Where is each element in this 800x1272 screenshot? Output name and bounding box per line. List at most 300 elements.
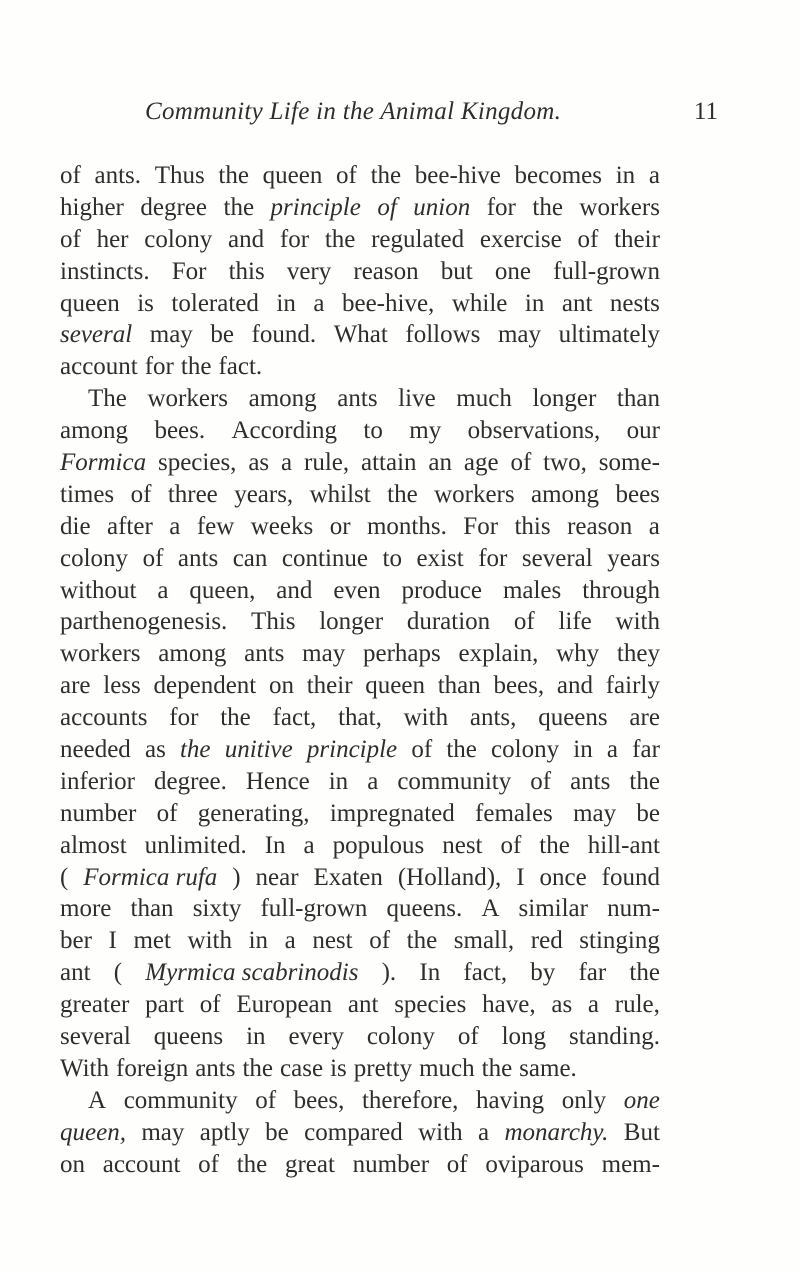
- word: small,: [453, 927, 515, 955]
- text-line: [60, 830, 660, 862]
- word: in: [615, 162, 636, 189]
- word: is: [330, 1054, 347, 1082]
- word: near: [255, 863, 299, 891]
- word: live: [398, 385, 436, 413]
- word: the: [539, 831, 570, 859]
- word: Thus: [154, 162, 205, 189]
- word: (: [60, 863, 69, 891]
- word: far: [578, 959, 607, 987]
- word: few: [196, 512, 235, 540]
- word: reason: [567, 512, 633, 540]
- word: the: [236, 1150, 268, 1178]
- word: her: [96, 225, 129, 253]
- word: queen,: [189, 576, 256, 604]
- text-line: [60, 638, 660, 670]
- word: the: [481, 1054, 513, 1082]
- word: ant: [60, 959, 91, 987]
- word: in: [248, 927, 269, 955]
- word: This: [251, 608, 296, 636]
- word: for: [279, 225, 310, 253]
- text-line: [60, 893, 660, 925]
- italic-word: principle: [270, 193, 361, 221]
- word: foreign: [116, 1054, 189, 1082]
- word: much: [419, 1054, 475, 1082]
- word: of: [369, 927, 391, 955]
- word: part: [145, 991, 185, 1019]
- word: be: [265, 1118, 289, 1146]
- word: queens: [153, 1023, 224, 1051]
- text-line: [60, 606, 660, 638]
- word: life: [558, 608, 592, 636]
- word: accounts: [60, 704, 148, 732]
- word: the: [180, 353, 212, 381]
- word: therefore,: [361, 1086, 459, 1114]
- word: even: [333, 576, 381, 604]
- word: every: [288, 1023, 344, 1051]
- word: The: [88, 385, 127, 413]
- word: very: [286, 257, 332, 285]
- word: with: [418, 1118, 463, 1146]
- word: as: [248, 449, 270, 477]
- word: inferior: [60, 767, 135, 795]
- word: Exaten: [313, 863, 383, 891]
- word: of: [198, 1150, 219, 1178]
- word: are: [629, 704, 660, 732]
- word: degree: [140, 193, 207, 221]
- text-line: [60, 351, 660, 383]
- word: the: [370, 162, 402, 189]
- word: nest: [312, 927, 353, 955]
- word: fact.: [218, 353, 263, 381]
- word: a: [303, 831, 315, 859]
- word: nests: [609, 289, 660, 317]
- word: the: [629, 767, 660, 795]
- word: With: [60, 1054, 109, 1082]
- word: of: [130, 480, 152, 508]
- word: rule,: [304, 449, 350, 477]
- word: mem-: [601, 1150, 660, 1178]
- word: whilst: [309, 480, 371, 508]
- word: of: [457, 1023, 479, 1051]
- word: may: [141, 1118, 185, 1146]
- word: exist: [416, 544, 464, 572]
- word: bees,: [493, 672, 545, 700]
- word: longer: [319, 608, 384, 636]
- word: same.: [519, 1054, 577, 1082]
- word: great: [284, 1150, 335, 1178]
- word: on: [60, 1150, 85, 1178]
- word: community: [123, 1086, 238, 1114]
- word: the: [220, 704, 251, 732]
- word: than: [437, 672, 481, 700]
- word: full-grown: [260, 895, 368, 923]
- text-line: [60, 543, 660, 575]
- word: tolerated: [171, 289, 259, 317]
- text-line: [60, 319, 660, 351]
- text-line: [60, 383, 660, 415]
- word: two,: [543, 449, 587, 477]
- word: after: [107, 512, 153, 540]
- word: in: [524, 289, 545, 317]
- word: number: [352, 1150, 430, 1178]
- word: on: [268, 672, 294, 700]
- word: a: [169, 512, 181, 540]
- word: to: [382, 544, 402, 572]
- text-line: [60, 224, 660, 256]
- text-line: [60, 288, 660, 320]
- word: populous: [332, 831, 425, 859]
- word: generating,: [197, 799, 310, 827]
- italic-word: Formica: [60, 449, 147, 477]
- page-header: [60, 98, 740, 138]
- word: queen: [262, 162, 323, 189]
- page-number: 11: [693, 98, 718, 125]
- word: stinging: [579, 927, 660, 955]
- word: may: [302, 640, 346, 668]
- word: age: [463, 449, 499, 477]
- word: the: [324, 225, 356, 253]
- word: of: [142, 544, 164, 572]
- word: (Holland),: [397, 863, 502, 891]
- word: For: [463, 512, 499, 540]
- word: and: [228, 225, 265, 253]
- word: attain: [361, 449, 417, 477]
- word: of: [255, 1086, 277, 1114]
- word: duration: [406, 608, 491, 636]
- word: A: [88, 1086, 107, 1114]
- word: bees: [615, 480, 660, 508]
- word: degree.: [153, 767, 227, 795]
- text-line: [60, 575, 660, 607]
- word: workers: [60, 640, 141, 668]
- word: higher: [60, 193, 124, 221]
- word: needed: [60, 736, 131, 764]
- word: in: [276, 289, 296, 317]
- word: queens.: [386, 895, 463, 923]
- word: long: [501, 1023, 547, 1051]
- word: are: [60, 672, 91, 700]
- italic-word: several: [60, 321, 133, 349]
- word: met: [133, 927, 171, 955]
- word: while: [451, 289, 508, 317]
- italic-word: principle: [306, 736, 398, 764]
- word: account: [102, 1150, 181, 1178]
- word: similar: [518, 895, 588, 923]
- word: becomes: [514, 162, 603, 189]
- word: in: [573, 736, 593, 764]
- word: males: [502, 576, 562, 604]
- word: workers: [579, 193, 660, 221]
- text-line: [60, 1085, 660, 1117]
- word: the: [223, 193, 255, 221]
- word: aptly: [199, 1118, 250, 1146]
- word: impregnated: [329, 799, 455, 827]
- word: the: [629, 959, 660, 987]
- word: red: [530, 927, 563, 955]
- word: less: [103, 672, 141, 700]
- word: the: [218, 162, 249, 189]
- text-line: [60, 957, 660, 989]
- text-line: [60, 1053, 660, 1085]
- word: the: [446, 736, 477, 764]
- text-line: [60, 1117, 660, 1149]
- word: than: [616, 385, 660, 413]
- word: hill-ant: [587, 831, 660, 859]
- word: ants: [195, 1054, 236, 1082]
- text-line: [60, 447, 660, 479]
- word: parthenogenesis.: [60, 608, 228, 636]
- word: our: [626, 417, 660, 445]
- word: for: [486, 193, 516, 221]
- word: the: [387, 480, 418, 508]
- italic-word: Myrmica scabrinodis: [145, 959, 359, 987]
- word: bee-hive: [414, 162, 501, 189]
- word: more: [60, 895, 112, 923]
- text-line: [60, 160, 660, 192]
- italic-word: Formica rufa: [83, 863, 218, 891]
- word: of: [530, 767, 552, 795]
- word: times: [60, 480, 115, 508]
- word: ants: [177, 544, 219, 572]
- word: Hence: [245, 767, 310, 795]
- word: for: [169, 704, 199, 732]
- word: But: [623, 1118, 660, 1146]
- word: perhaps: [362, 640, 441, 668]
- word: in: [328, 767, 349, 795]
- word: For: [171, 257, 207, 285]
- word: observations,: [467, 417, 601, 445]
- word: num-: [607, 895, 660, 923]
- word: in: [246, 1023, 266, 1051]
- word: die: [60, 512, 91, 540]
- word: with: [615, 608, 660, 636]
- word: ants: [570, 767, 611, 795]
- word: much: [456, 385, 512, 413]
- word: among: [60, 417, 129, 445]
- word: to: [363, 417, 383, 445]
- text-line: [60, 1149, 660, 1181]
- word: ants: [244, 640, 285, 668]
- word: ultimately: [558, 321, 660, 349]
- word: species,: [157, 449, 237, 477]
- word: explain,: [458, 640, 539, 668]
- word: In: [419, 959, 441, 987]
- word: and: [556, 672, 593, 700]
- word: fairly: [605, 672, 660, 700]
- text-line: [60, 925, 660, 957]
- word: may: [573, 799, 617, 827]
- word: ).: [381, 959, 397, 987]
- word: queen: [60, 289, 120, 317]
- word: unlimited.: [144, 831, 247, 859]
- word: their: [614, 225, 660, 253]
- word: a: [648, 512, 660, 540]
- text-line: [60, 1021, 660, 1053]
- word: a: [367, 767, 379, 795]
- word: full-grown: [553, 257, 660, 285]
- word: for: [478, 544, 508, 572]
- italic-word: one: [623, 1086, 660, 1114]
- word: far: [632, 736, 660, 764]
- word: this: [514, 512, 551, 540]
- word: found: [601, 863, 660, 891]
- word: regulated: [371, 225, 465, 253]
- word: of: [513, 608, 535, 636]
- word: one: [494, 257, 531, 285]
- word: can: [232, 544, 268, 572]
- word: queens: [538, 704, 608, 732]
- text-line: [60, 511, 660, 543]
- word: greater: [60, 991, 130, 1019]
- word: without: [60, 576, 137, 604]
- word: of: [500, 831, 522, 859]
- word: be: [636, 799, 660, 827]
- word: In: [264, 831, 286, 859]
- word: among: [248, 385, 317, 413]
- text-line: [60, 415, 660, 447]
- word: having: [476, 1086, 545, 1114]
- word: three: [167, 480, 218, 508]
- word: instincts.: [60, 257, 150, 285]
- italic-word: union: [413, 193, 471, 221]
- word: compared: [304, 1118, 403, 1146]
- italic-word: queen,: [60, 1118, 126, 1146]
- word: that,: [338, 704, 382, 732]
- word: community: [397, 767, 512, 795]
- word: oviparous: [485, 1150, 584, 1178]
- word: reason: [353, 257, 419, 285]
- word: workers: [434, 480, 515, 508]
- word: bee-hive,: [341, 289, 435, 317]
- word: nest: [442, 831, 483, 859]
- word: colony: [60, 544, 129, 572]
- word: case: [280, 1054, 324, 1082]
- word: ): [232, 863, 241, 891]
- word: a: [477, 1118, 490, 1146]
- word: fact,: [463, 959, 508, 987]
- word: colony: [366, 1023, 435, 1051]
- word: ants.: [94, 162, 142, 189]
- word: a: [606, 736, 618, 764]
- word: but: [440, 257, 473, 285]
- text-line: [60, 734, 660, 766]
- word: may: [497, 321, 541, 349]
- word: a: [313, 289, 325, 317]
- word: European: [236, 991, 333, 1019]
- word: years,: [234, 480, 294, 508]
- word: several: [60, 1023, 131, 1051]
- word: I: [108, 927, 117, 955]
- word: workers: [147, 385, 229, 413]
- word: with: [187, 927, 232, 955]
- text-line: [60, 798, 660, 830]
- word: some-: [598, 449, 660, 477]
- word: with: [403, 704, 449, 732]
- word: ber: [60, 927, 92, 955]
- word: among: [531, 480, 600, 508]
- word: years: [607, 544, 660, 572]
- word: almost: [60, 831, 127, 859]
- word: the: [406, 927, 438, 955]
- word: my: [409, 417, 442, 445]
- text-line: [60, 479, 660, 511]
- word: once: [539, 863, 587, 891]
- word: why: [556, 640, 600, 668]
- word: as: [144, 736, 166, 764]
- word: a: [281, 449, 293, 477]
- word: by: [530, 959, 556, 987]
- word: an: [428, 449, 453, 477]
- word: weeks: [250, 512, 314, 540]
- word: females: [475, 799, 553, 827]
- text-line: [60, 862, 660, 894]
- word: longer: [532, 385, 597, 413]
- word: ants,: [469, 704, 517, 732]
- word: of: [446, 1150, 468, 1178]
- word: or: [329, 512, 351, 540]
- word: ant: [561, 289, 593, 317]
- word: may: [149, 321, 193, 349]
- text-line: [60, 256, 660, 288]
- word: sixty: [192, 895, 242, 923]
- body-text: [60, 160, 660, 1181]
- word: the: [532, 193, 563, 221]
- word: A: [481, 895, 500, 923]
- word: through: [582, 576, 660, 604]
- word: a: [587, 991, 600, 1019]
- word: of: [156, 799, 178, 827]
- word: of: [199, 991, 221, 1019]
- text-line: [60, 766, 660, 798]
- word: found.: [251, 321, 317, 349]
- word: of: [60, 162, 81, 189]
- word: and: [276, 576, 313, 604]
- word: among: [158, 640, 227, 668]
- word: a: [648, 162, 660, 189]
- word: their: [306, 672, 353, 700]
- word: ant: [347, 991, 379, 1019]
- word: number: [60, 799, 137, 827]
- word: be: [210, 321, 234, 349]
- text-line: [60, 670, 660, 702]
- word: According: [231, 417, 338, 445]
- word: a: [284, 927, 296, 955]
- word: continue: [281, 544, 369, 572]
- word: produce: [401, 576, 482, 604]
- italic-word: the: [179, 736, 211, 764]
- word: (: [113, 959, 123, 987]
- word: species: [394, 991, 467, 1019]
- word: is: [137, 289, 154, 317]
- word: than: [130, 895, 174, 923]
- word: colony: [491, 736, 560, 764]
- italic-word: monarchy.: [504, 1118, 609, 1146]
- word: of: [510, 449, 532, 477]
- word: standing.: [568, 1023, 660, 1051]
- word: I: [516, 863, 525, 891]
- word: for: [144, 353, 174, 381]
- word: colony: [144, 225, 213, 253]
- italic-word: of: [377, 193, 397, 221]
- word: only: [561, 1086, 607, 1114]
- word: they: [616, 640, 660, 668]
- word: account: [60, 353, 138, 381]
- word: of: [336, 162, 357, 189]
- word: bees,: [293, 1086, 345, 1114]
- word: bees.: [154, 417, 206, 445]
- word: the: [242, 1054, 274, 1082]
- text-line: [60, 192, 660, 224]
